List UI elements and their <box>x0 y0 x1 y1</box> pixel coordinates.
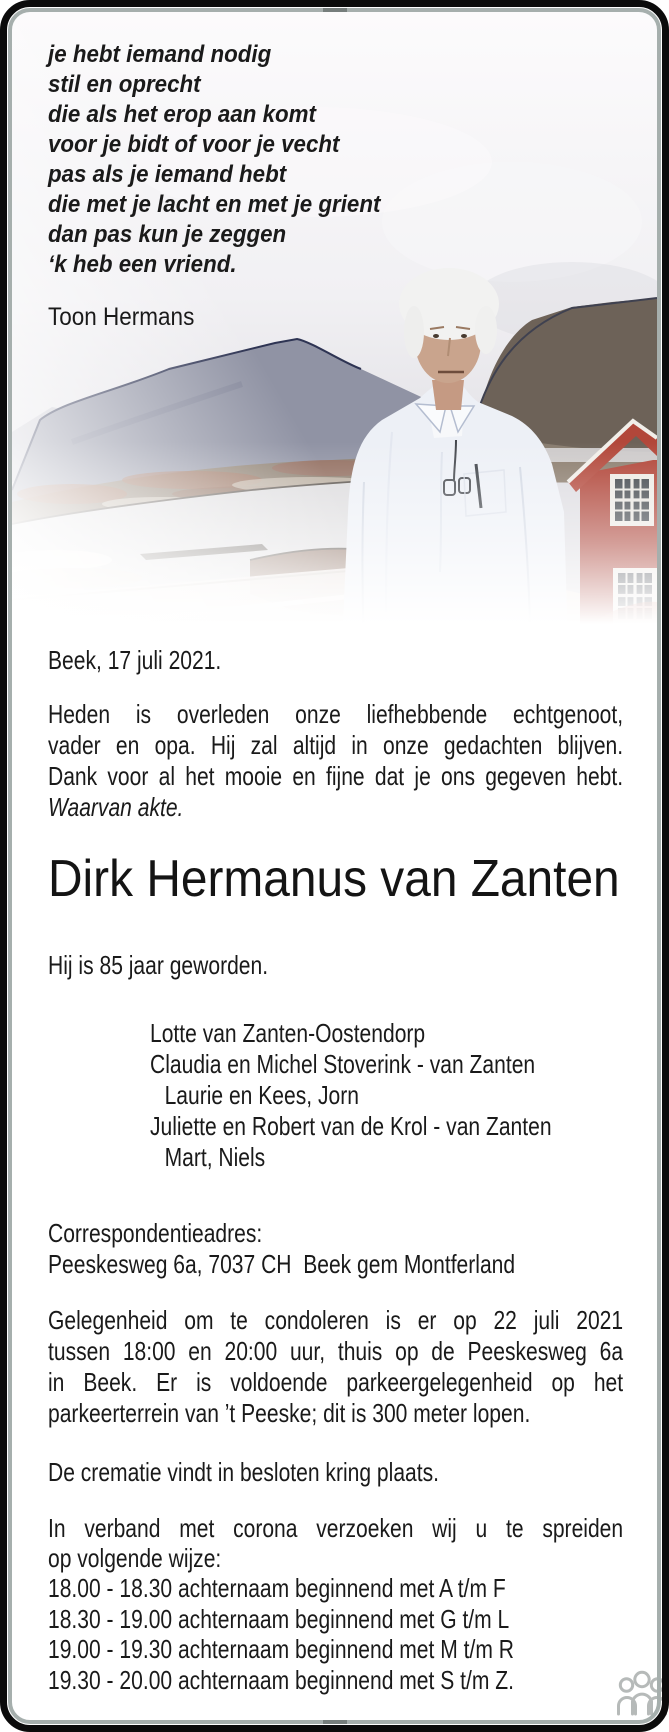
family-member-grandchildren: Laurie en Kees, Jorn <box>164 1080 359 1110</box>
schedule-slot: 18.30 - 19.00 achternaam beginnend met G t/m L <box>48 1603 510 1634</box>
poem-line: die met je lacht en met je grient <box>48 191 381 218</box>
age-text: Hij is 85 jaar geworden. <box>48 950 269 980</box>
dateline-text: Beek, 17 juli 2021. <box>48 645 222 675</box>
schedule-slot: 19.00 - 19.30 achternaam beginnend met M t/m R <box>48 1634 514 1664</box>
family-member-grandchildren: Mart, Niels <box>164 1142 266 1172</box>
fold-mark-top <box>323 8 347 12</box>
intro-line: Dank voor al het mooie en fijne dat je ons gegeven hebt. <box>48 761 624 791</box>
poem <box>48 40 513 280</box>
family-member: Claudia en Michel Stoverink - van Zanten <box>150 1049 536 1079</box>
condolence-line: in Beek. Er is voldoende parkeergelegenheid op het <box>48 1367 624 1397</box>
condolence-paragraph <box>48 1305 623 1429</box>
poem-line: stil en oprecht <box>48 71 201 98</box>
poem-line: voor je bidt of voor je vecht <box>48 131 340 158</box>
poem-line: dan pas kun je zeggen <box>48 221 287 248</box>
condolence-line: Gelegenheid om te condoleren is er op 22 juli 2021 <box>48 1305 624 1335</box>
intro-line: Heden is overleden onze liefhebbende echtgenoot, <box>48 699 624 729</box>
three-people-icon <box>616 1668 668 1718</box>
deceased-name: Dirk Hermanus van Zanten <box>48 850 620 908</box>
cremation-text: De crematie vindt in besloten kring plaats. <box>48 1457 439 1487</box>
schedule-slot: 18.00 - 18.30 achternaam beginnend met A t/m F <box>48 1573 506 1603</box>
schedule-slot: 19.30 - 20.00 achternaam beginnend met S t/m Z. <box>48 1664 514 1695</box>
correspondence-label: Correspondentieadres: <box>48 1218 263 1248</box>
intro-line: vader en opa. Hij zal altijd in onze gedachten blijven. <box>48 730 624 760</box>
age-line <box>48 950 623 981</box>
condolence-line: tussen 18:00 en 20:00 uur, thuis op de Peeskesweg 6a <box>48 1336 624 1366</box>
poem-line: pas als je iemand hebt <box>48 161 287 188</box>
poem-line: je hebt iemand nodig <box>48 41 272 68</box>
intro-paragraph <box>48 699 623 823</box>
correspondence-address: Peeskesweg 6a, 7037 CH Beek gem Montferland <box>48 1249 516 1279</box>
corona-intro <box>48 1513 623 1573</box>
fold-mark-bottom <box>323 1720 347 1724</box>
family-member: Juliette en Robert van de Krol - van Zanten <box>150 1111 552 1141</box>
corona-line: op volgende wijze: <box>48 1543 222 1573</box>
condolence-line: parkeerterrein van ’t Peeske; dit is 300 meter lopen. <box>48 1398 531 1428</box>
cremation-line <box>48 1457 623 1488</box>
poem-line: ‘k heb een vriend. <box>48 251 237 278</box>
intro-line-italic: Waarvan akte. <box>48 792 184 822</box>
corona-line: In verband met corona verzoeken wij u te spreiden <box>48 1513 624 1543</box>
family-member: Lotte van Zanten-Oostendorp <box>150 1018 426 1048</box>
poem-line: die als het erop aan komt <box>48 101 316 128</box>
dateline <box>48 645 623 676</box>
family-list <box>150 1018 636 1173</box>
visit-schedule <box>48 1573 623 1695</box>
correspondence <box>48 1218 623 1280</box>
poem-author: Toon Hermans <box>48 303 195 331</box>
